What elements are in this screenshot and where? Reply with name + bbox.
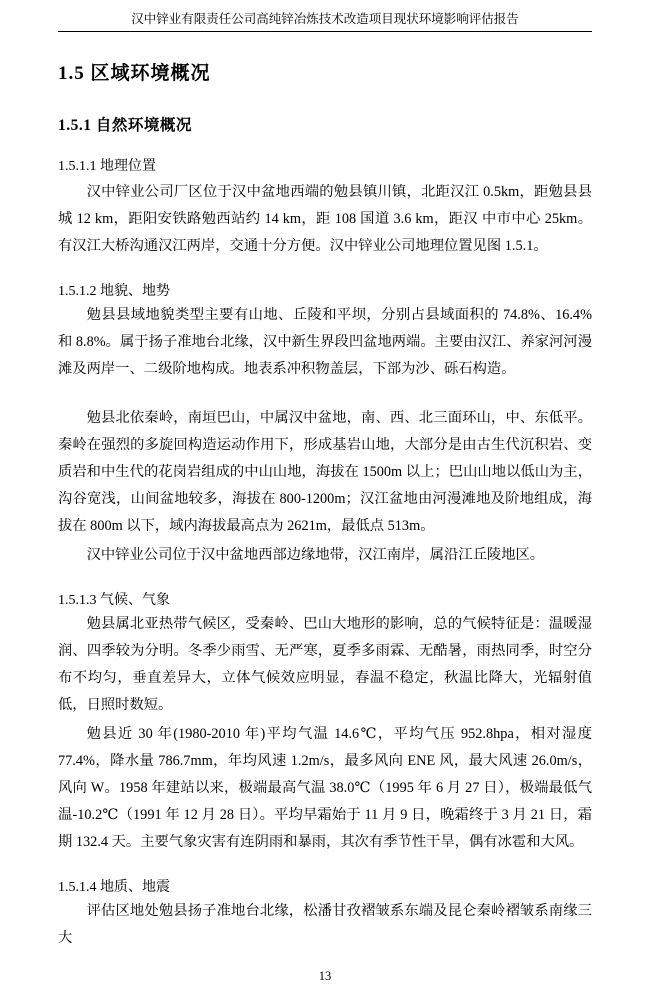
subsection-heading-1-5-1-1: 1.5.1.1 地理位置 bbox=[58, 159, 156, 174]
page-header: 汉中锌业有限责任公司高纯锌冶炼技术改造项目现状环境影响评估报告 bbox=[58, 10, 592, 32]
section-heading-1-5: 1.5 区域环境概况 bbox=[58, 63, 211, 84]
paragraph-landform-2: 勉县北依秦岭，南垣巴山，中属汉中盆地，南、西、北三面环山，中、东低平。秦岭在强烈的多旋回构造运动作用下，形成基岩山地，大部分是由古生代沉积岩、变质岩和中生代的花岗岩组成的中山山地，海拔在 1500m 以上；巴山山地以低山为主，沟谷宽浅，山间盆地较多，海拔在 800-1200m；汉江盆地由河漫滩地及阶地组成，海拔在 800m 以下，域内海拔最高点为 2621m，最低点 513m。 bbox=[58, 410, 592, 534]
paragraph-landform-1: 勉县县域地貌类型主要有山地、丘陵和平坝，分别占县域面积的 74.8%、16.4%和 8.8%。属于扬子准地台北缘，汉中新生界段凹盆地两端。主要由汉江、养家河河漫滩及两岸一、二级阶地构成。地表系冲积物盖层，下部为沙、砾石构造。 bbox=[58, 307, 592, 377]
subsection-heading-1-5-1-3: 1.5.1.3 气候、气象 bbox=[58, 593, 170, 608]
subsection-heading-1-5-1-2: 1.5.1.2 地貌、地势 bbox=[58, 284, 170, 299]
paragraph-landform-3: 汉中锌业公司位于汉中盆地西部边缘地带，汉江南岸，属沿江丘陵地区。 bbox=[86, 547, 545, 563]
paragraph-climate-2: 勉县近 30 年(1980-2010 年)平均气温 14.6℃，平均气压 952.8hpa，相对湿度 77.4%，降水量 786.7mm，年均风速 1.2m/s，最多风向 ENE 风，最大风速 26.0m/s，风向 W。1958 年建站以来，极端最高气温 38.0℃（1995 年 6 月 27 日），极端最低气温-10.2℃（1991 年 12 月 28 日）。平均早霜始于 11 月 9 日，晚霜终于 3 月 21 日，霜期 132.4 天。主要气象灾害有连阴雨和暴雨，其次有季节性干旱，偶有冰雹和大风。 bbox=[58, 726, 592, 850]
subsection-heading-1-5-1-4: 1.5.1.4 地质、地震 bbox=[58, 880, 170, 895]
paragraph-location: 汉中锌业公司厂区位于汉中盆地西端的勉县镇川镇，北距汉江 0.5km，距勉县县城 12 km，距阳安铁路勉西站约 14 km，距 108 国道 3.6 km，距汉 中市中心 25km。有汉江大桥沟通汉江两岸，交通十分方便。汉中锌业公司地理位置见图 1.5.1。 bbox=[58, 184, 592, 254]
paragraph-geology-1: 评估区地处勉县扬子准地台北缘，松潘甘孜褶皱系东端及昆仑秦岭褶皱系南缘三大 bbox=[58, 903, 592, 946]
section-heading-1-5-1: 1.5.1 自然环境概况 bbox=[58, 117, 192, 134]
page-number: 13 bbox=[318, 969, 332, 983]
paragraph-climate-1: 勉县属北亚热带气候区，受秦岭、巴山大地形的影响，总的气候特征是：温暖湿润、四季较为分明。冬季少雨雪、无严寒，夏季多雨霖、无酷暑，雨热同季，时空分布不均匀，垂直差异大，立体气候效应明显，春温不稳定，秋温比降大，光辐射值低，日照时数短。 bbox=[58, 616, 592, 713]
